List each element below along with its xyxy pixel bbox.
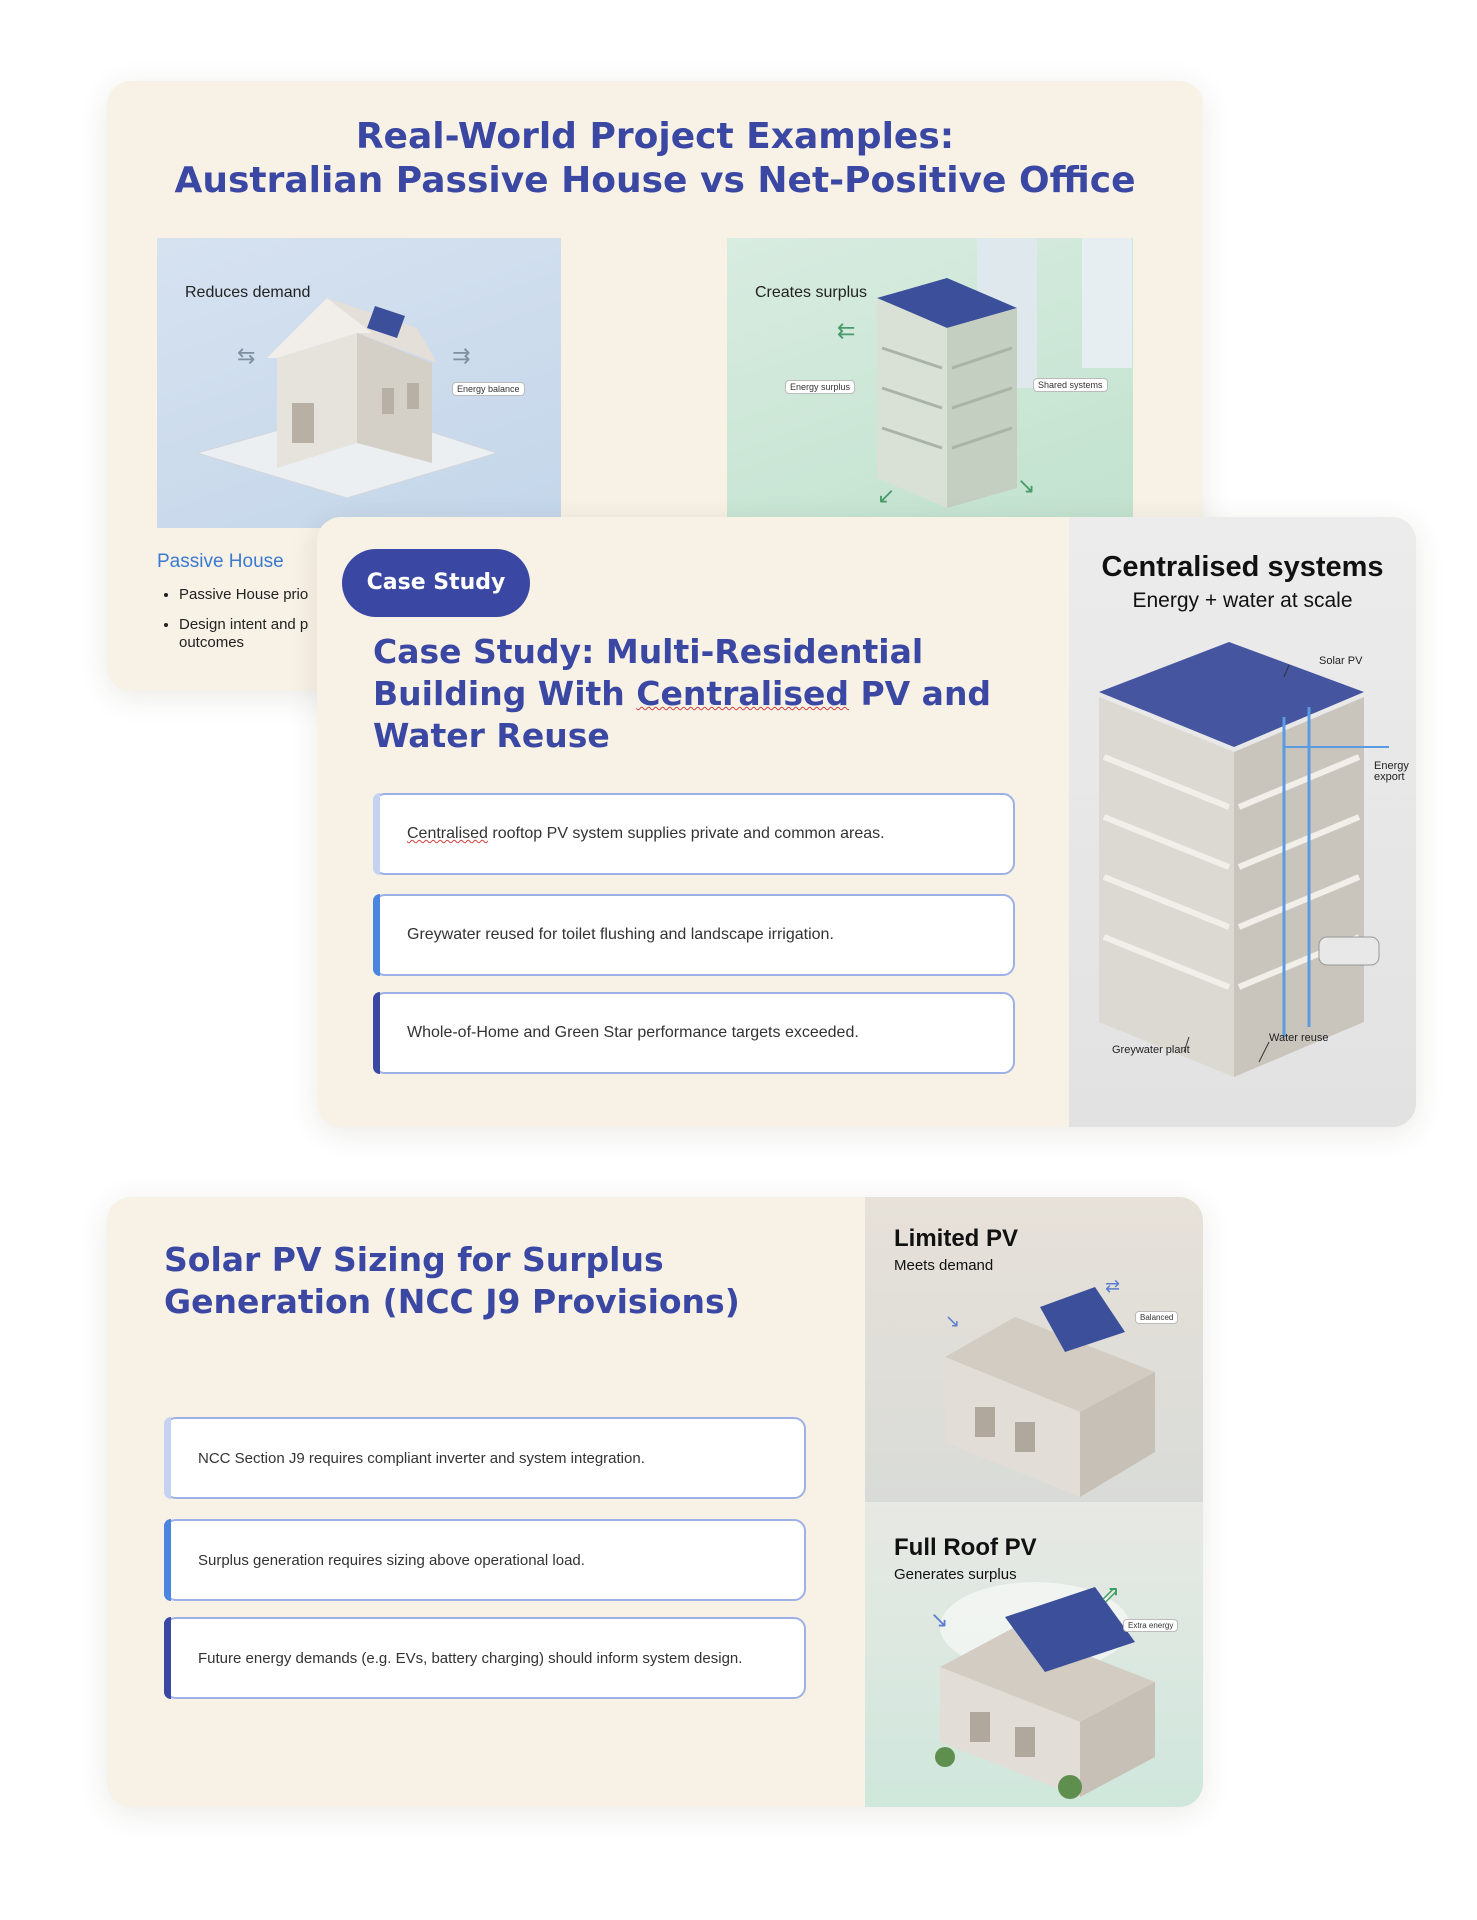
svg-text:⇗: ⇗	[1100, 1580, 1121, 1608]
shared-systems-tag: Shared systems	[1033, 378, 1108, 392]
svg-text:↙: ↙	[877, 484, 896, 509]
passive-house-illustration	[157, 238, 561, 528]
solar-sizing-slide	[107, 1197, 1203, 1807]
solar-pv-label: Solar PV	[1319, 655, 1363, 667]
limited-pv-subtitle: Meets demand	[894, 1257, 994, 1274]
case-study-title	[373, 631, 993, 757]
bullet-item: • Design intent and p outcomes	[179, 616, 349, 652]
bullet-item: • Passive House prio	[179, 586, 349, 604]
full-roof-pv-title: Full Roof PV	[894, 1534, 1037, 1561]
energy-balance-tag: Energy balance	[452, 382, 525, 396]
centralised-subtitle: Energy + water at scale	[1132, 589, 1353, 612]
full-roof-pv-subtitle: Generates surplus	[894, 1566, 1017, 1583]
energy-surplus-tag: Energy surplus	[785, 380, 855, 394]
box-flagged-word: Centralised	[407, 825, 488, 842]
slide1-title	[107, 115, 1203, 203]
greywater-plant-label: Greywater plant	[1112, 1044, 1190, 1056]
net-positive-office-illustration	[727, 238, 1133, 518]
box-text: NCC Section J9 requires compliant inverter and system integration.	[198, 1449, 645, 1467]
title-part: PV and Water Reuse	[373, 674, 992, 755]
box-accent-bar	[164, 1617, 171, 1699]
extra-energy-tag: Extra energy	[1123, 1619, 1178, 1632]
svg-text:↘: ↘	[1017, 474, 1036, 499]
title-part: Case Study: Multi-Residential Building With	[373, 632, 924, 713]
case-study-slide	[317, 517, 1416, 1127]
energy-export-label: Energy export	[1374, 760, 1409, 783]
centralised-title: Centralised systems	[1101, 551, 1384, 583]
solar-sizing-title: Solar PV Sizing for Surplus Generation (NCC J9 Provisions)	[164, 1240, 740, 1321]
box-text: Surplus generation requires sizing above operational load.	[198, 1551, 585, 1569]
centralised-systems-panel	[1069, 517, 1416, 1127]
limited-pv-title: Limited PV	[894, 1225, 1019, 1252]
box-text: rooftop PV system supplies private and common areas.	[487, 825, 885, 842]
svg-text:⇆: ⇆	[237, 344, 256, 369]
creates-surplus-label: Creates surplus	[755, 284, 868, 301]
svg-text:↘: ↘	[930, 1608, 949, 1633]
info-box	[164, 1417, 806, 1499]
title-flagged-word: Centralised	[636, 674, 849, 713]
box-accent-bar	[164, 1417, 171, 1499]
svg-text:⇇: ⇇	[837, 319, 856, 344]
passive-house-heading: Passive House	[157, 551, 284, 572]
slide1-title-line2: Australian Passive House vs Net-Positive Office	[174, 160, 1136, 201]
case-study-badge: Case Study	[342, 549, 530, 617]
box-text: Greywater reused for toilet flushing and landscape irrigation.	[407, 926, 834, 943]
limited-pv-house-drawing	[865, 1197, 1203, 1502]
box-accent-bar	[373, 793, 380, 875]
reduces-demand-label: Reduces demand	[185, 284, 311, 301]
water-reuse-label: Water reuse	[1269, 1032, 1329, 1044]
full-roof-house-drawing	[865, 1502, 1203, 1807]
balanced-tag: Balanced	[1135, 1311, 1178, 1324]
limited-pv-panel	[865, 1197, 1203, 1502]
info-box	[373, 894, 1015, 976]
apartment-building-drawing	[1069, 517, 1416, 1127]
info-box	[373, 793, 1015, 875]
svg-text:⇉: ⇉	[452, 344, 471, 369]
svg-text:↘: ↘	[945, 1311, 961, 1332]
info-box	[164, 1617, 806, 1699]
box-accent-bar	[164, 1519, 171, 1601]
box-accent-bar	[373, 894, 380, 976]
svg-text:⇄: ⇄	[1105, 1276, 1121, 1297]
box-text: Future energy demands (e.g. EVs, battery charging) should inform system design.	[198, 1649, 743, 1667]
box-accent-bar	[373, 992, 380, 1074]
full-roof-pv-panel	[865, 1502, 1203, 1807]
info-box	[164, 1519, 806, 1601]
info-box	[373, 992, 1015, 1074]
slide1-title-line1: Real-World Project Examples:	[355, 116, 955, 157]
box-text: Whole-of-Home and Green Star performance targets exceeded.	[407, 1024, 859, 1041]
